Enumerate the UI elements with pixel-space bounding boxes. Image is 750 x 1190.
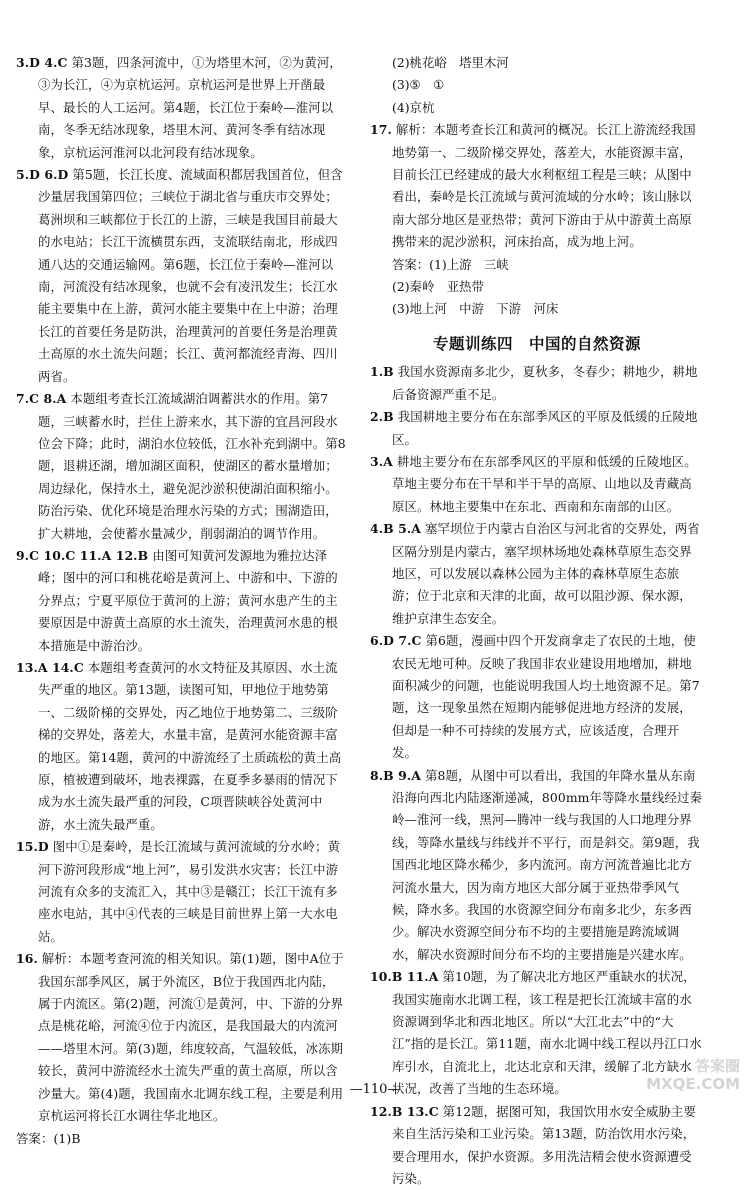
q17-answer-line-1: (2)秦岭 亚热带 [392, 279, 484, 295]
entry-number: 3.A [370, 453, 393, 469]
entry-text: 图中①是秦岭，是长江流域与黄河流域的分水岭；黄河下游河段形成“地上河”，易引发洪水灾害；长江中游河流有众多的支流汇入，其中③是赣江；长江干流有多座水电站，其中④代表的三峡是目前世界上第一大水电站。 [38, 839, 341, 944]
answer-entry-left-5 [16, 836, 346, 948]
page-number: —110— [349, 1082, 401, 1097]
entry-text: 第12题，据图可知，我国饮用水安全威胁主要来自生活污染和工业污染。第13题，防治饮用水污染，要合理用水，保护水资源。多用洗洁精会使水资源遭受污染。 [392, 1103, 697, 1186]
entry-text: 第3题，四条河流中，①为塔里木河，②为黄河，③为长江，④为京杭运河。京杭运河是世界上开凿最早、最长的人工运河。第4题，长江位于秦岭—淮河以南，冬季无结冰现象，塔里木河、黄河冬季有结冰现象，京杭运河淮河以北河段有结冰现象。 [38, 55, 342, 160]
entry-number: 3.D 4.C [16, 55, 68, 70]
answer-entry-left-2 [16, 388, 346, 545]
entry-number: 9.C 10.C 11.A 12.B [16, 547, 149, 563]
entry-number: 10.B 11.A [370, 969, 439, 985]
entry-number: 16. [16, 951, 38, 967]
entry-text: 本题组考查长江流域湖泊调蓄洪水的作用。第7题，三峡蓄水时，拦住上游来水，其下游的宜昌河段水位会下降；此时，湖泊水位较低，江水补充到湖中。第8题，退耕还湖，增加湖区面积，使湖区的蓄水量增加；周边绿化，保持水土，避免泥沙淤积使湖泊面积缩小。防治污染、优化环境是治理水污染的方式；围湖造田，扩大耕地，会使蓄水量减少，削弱湖泊的调节作用。 [38, 391, 346, 541]
q16-answers-continued [370, 52, 704, 119]
entry-text: 第6题，漫画中四个开发商拿走了农民的土地，使农民无地可种。反映了我国非农业建设用地增加，耕地面积减少的问题，也能说明我国人均土地资源不足。第7题，这一现象虽然在短期内能够促进地方经济的发展，但却是一种不可持续的发展方式，应该适度，合理开发。 [392, 633, 700, 761]
entry-number: 5.D 6.D [16, 167, 69, 183]
entry-number: 17. [370, 122, 392, 138]
entry-text: 第10题，为了解决北方地区严重缺水的状况，我国实施南水北调工程，该工程是把长江流域丰富的水资源调到华北和西北地区。所以“大江北去”中的“大江”指的是长江。第11题，南水北调中线工程以丹江口水库引水，自流北上，北达北京和天津，缓解了北方缺水状况，改善了当地的生态环境。 [392, 969, 702, 1097]
left-column [16, 52, 346, 1150]
entry-text: 我国水资源南多北少，夏秋多，冬春少；耕地少，耕地后备资源严重不足。 [392, 364, 698, 402]
answer-entry-left-0 [16, 52, 346, 164]
entry-number: 7.C 8.A [16, 391, 67, 407]
entry-text: 塞罕坝位于内蒙古自治区与河北省的交界处，两省区隔分别是内蒙古，塞罕坝林场地处森林草原生态交界地区，可以发展以森林公园为主体的森林草原生态旅游；位于北京和天津的北面，故可以阻沙源、保水源，维护京津生态安全。 [392, 521, 700, 626]
entry-text: 第5题，长江长度、流域面积都居我国首位，但含沙量居我国第四位；三峡位于湖北省与重庆市交界处；葛洲坝和三峡都位于长江的上游，三峡是我国目前最大的水电站；长江干流横贯东西，支流联结南北，形成四通八达的交通运输网。第6题，长江位于秦岭—淮河以南，河流没有结冰现象，也就不会有凌汛发生；长江水能主要集中在上游，黄河水能主要集中在上中游；治理长江的首要任务是防洪，治理黄河的首要任务是治理黄土高原的水土流失问题；长江、黄河都流经青海、四川两省。 [38, 167, 343, 384]
entry-text: 耕地主要分布在东部季风区的平原和低缓的丘陵地区。草地主要分布在干旱和半干旱的高原、山地以及青藏高原区。林地主要集中在东北、西南和东南部的山区。 [392, 453, 697, 514]
answer-line-0: (2)桃花峪 塔里木河 [392, 55, 509, 70]
answer-entry-left-3 [16, 545, 346, 657]
q17-answer-line-2: (3)地上河 中游 下游 河床 [392, 301, 559, 317]
section-title: 专题训练四 中国的自然资源 [432, 334, 641, 353]
entry-text: 答案：(1)B [16, 1130, 81, 1146]
entry-number: 1.B [370, 364, 394, 380]
answer-entry-right-5 [370, 765, 704, 967]
answer-entry-right-2 [370, 451, 704, 518]
entry-number: 12.B 13.C [370, 1103, 439, 1119]
answer-entry-right-4 [370, 630, 704, 764]
answer-entry-right-3 [370, 518, 704, 630]
answer-entry-right-7 [370, 1101, 704, 1190]
answer-line-1: (3)⑤ ① [392, 77, 445, 93]
entry-text: 我国耕地主要分布在东部季风区的平原及低缓的丘陵地区。 [392, 409, 698, 447]
entry-number: 4.B 5.A [370, 521, 421, 537]
answer-entry-right-1 [370, 406, 704, 451]
entry-number: 2.B [370, 409, 394, 425]
entry-text: 由图可知黄河发源地为雅拉达泽峰；图中的河口和桃花峪是黄河上、中游和中、下游的分界点；宁夏平原位于黄河的上游；黄河水患产生的主要原因是中游黄土高原的水土流失，治理黄河水患的根本措施是中游治沙。 [38, 547, 338, 653]
entry-number: 6.D 7.C [370, 633, 422, 649]
answer-line-2: (4)京杭 [392, 99, 435, 115]
entry-number: 15.D [16, 839, 49, 855]
watermark-logo: 答案圈 MXQE.COM [646, 1057, 740, 1093]
entry-text: 本题组考查黄河的水文特征及其原因、水土流失严重的地区。第13题，读图可知，甲地位于地势第一、二级阶梯的交界处，丙乙地位于地势第二、三级阶梯的交界处，落差大，水量丰富，是黄河水能资源丰富的地区。第14题，黄河的中游流经了土质疏松的黄土高原，植被遭到破坏，地表裸露，在夏季多暴雨的情况下成为水土流失最严重的河段，C项晋陕峡谷处黄河中游，水土流失最严重。 [38, 659, 342, 832]
answer-entry-17 [370, 119, 704, 253]
entry-text: 解析：本题考查长江和黄河的概况。长江上游流经我国地势第一、二级阶梯交界处，落差大，水能资源丰富，目前长江已经建成的最大水利枢纽工程是三峡；从图中看出，秦岭是长江流域与黄河流域的分水岭；该山脉以南大部分地区是亚热带；黄河下游由于从中游黄土高原携带来的泥沙淤积，河床抬高，成为地上河。 [392, 122, 696, 250]
q17-answers [370, 254, 704, 321]
entry-number: 13.A 14.C [16, 659, 84, 675]
answer-entry-right-0 [370, 361, 704, 406]
entry-number: 8.B 9.A [370, 767, 421, 783]
entry-text: 解析：本题考查河流的相关知识。第(1)题，图中A位于我国东部季风区，属于外流区，B位于我国西北内陆，属于内流区。第(2)题，河流①是黄河，中、下游的分界点是桃花峪，河流④位于内流区，是我国最大的内流河——塔里木河。第(3)题，纬度较高，气温较低，冰冻期较长，黄河中游流经水土流失严重的黄土高原，所以含沙量大。第(4)题，我国南水北调东线工程，主要是利用京杭运河将长江水调往华北地区。 [38, 951, 344, 1124]
q17-answer-line-0: 答案：(1)上游 三峡 [392, 256, 509, 272]
answer-entry-left-1 [16, 164, 346, 388]
answer-entry-left-7 [16, 1128, 346, 1150]
right-column [370, 52, 704, 1190]
answer-entry-left-4 [16, 657, 346, 836]
entry-text: 第8题，从图中可以看出，我国的年降水量从东南沿海向西北内陆逐渐递减，800mm年等降水量线经过秦岭—淮河一线，黑河—腾冲一线与我国的人口地理分界线，等降水量线与纬线并不平行，而是斜交。第9题，我国西北地区降水稀少，多内流河。南方河流普遍比北方河流水量大，因为南方地区大部分属于亚热带季风气候，降水多。我国的水资源空间分布南多北少，东多西少。解决水资源空间分布不均的主要措施是跨流域调水，解决水资源时间分布不均的主要措施是兴建水库。 [392, 767, 702, 962]
